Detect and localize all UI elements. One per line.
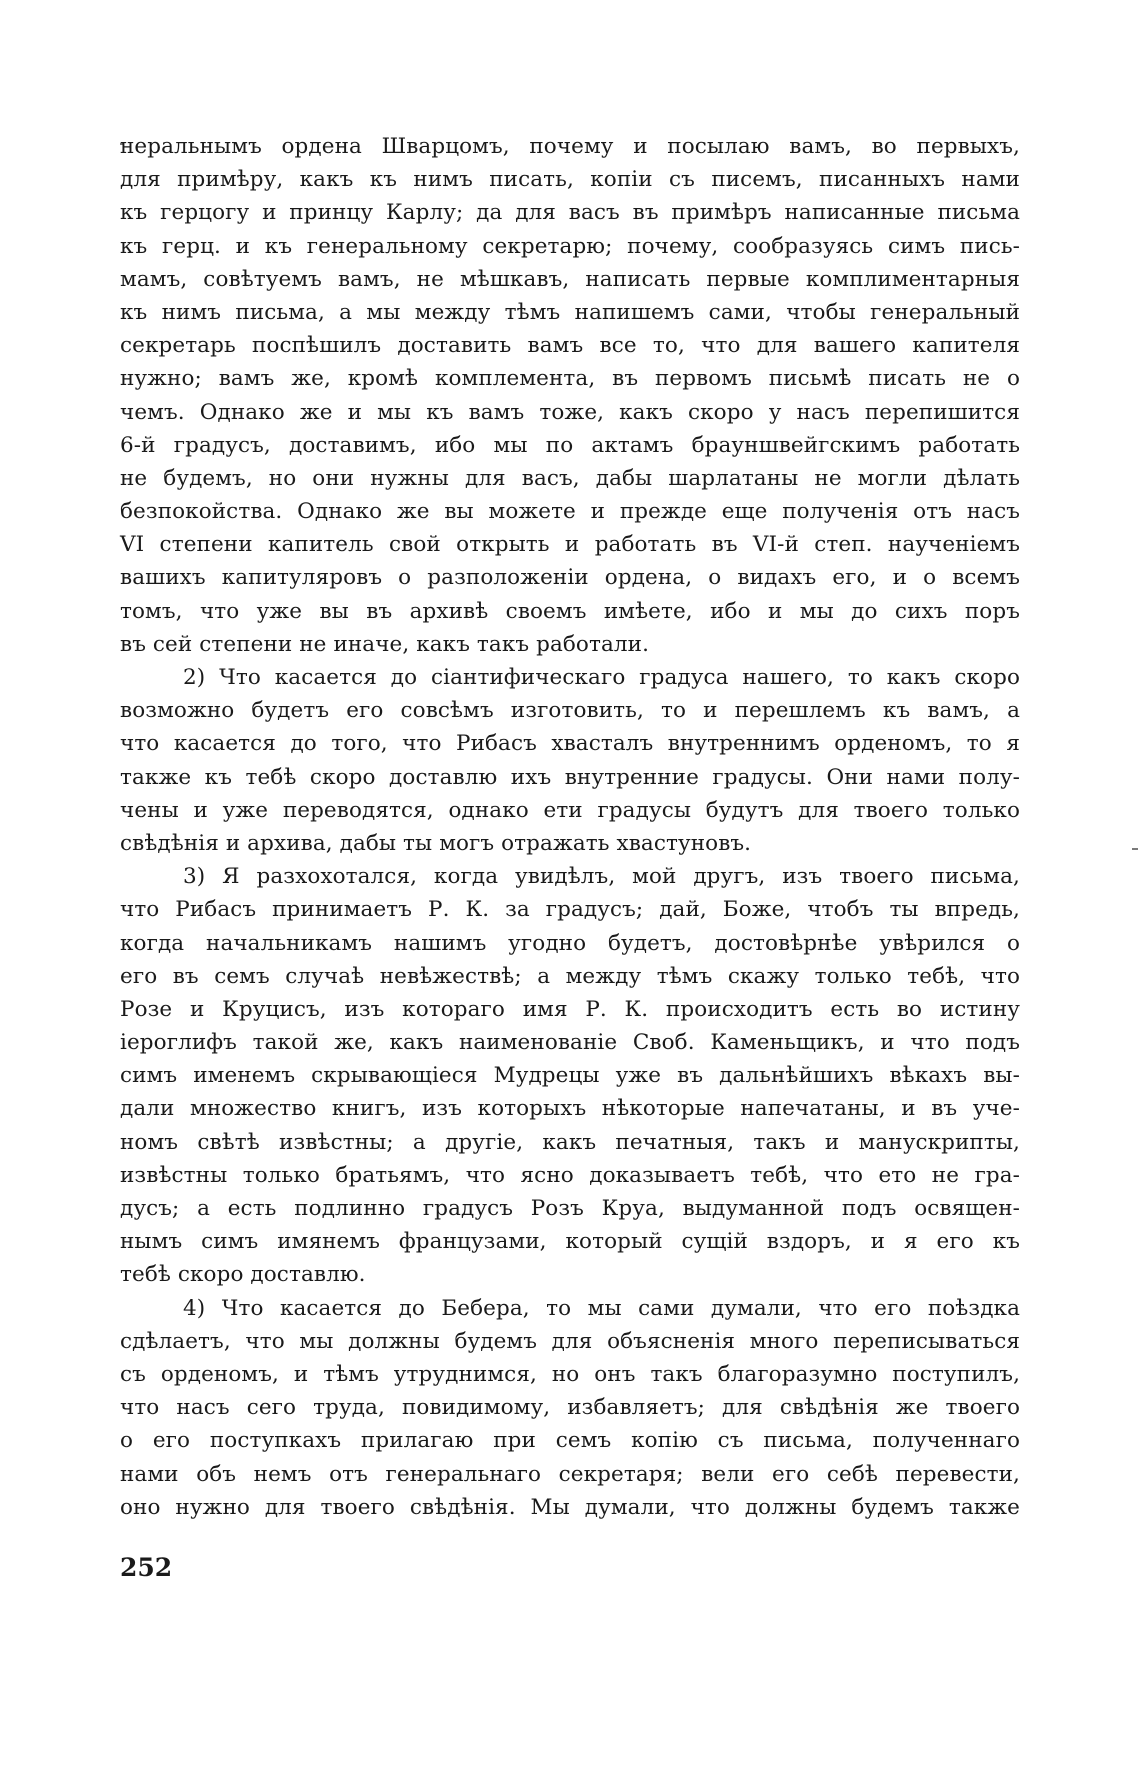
text-line: чены и уже переводятся, однако ети градусы будутъ для твоего только [120,797,1020,823]
text-line: номъ свѣтѣ извѣстны; а другiе, какъ печатныя, такъ и манускрипты, [120,1129,1020,1155]
text-line: когда начальникамъ нашимъ угодно будетъ, достовѣрнѣе увѣрился о [120,930,1020,956]
text-line: свѣдѣнiя и архива, дабы ты могъ отражать хвастуновъ. [120,830,752,856]
text-line: извѣстны только братьямъ, что ясно доказываетъ тебѣ, что ето не гра- [120,1162,1020,1188]
page-number: 252 [120,1553,173,1582]
text-line: также къ тебѣ скоро доставлю ихъ внутренние градусы. Они нами полу- [120,764,1020,790]
text-line: секретарь поспѣшилъ доставить вамъ все то, что для вашего капителя [120,333,1020,359]
text-line: VI степени капитель свой открыть и работать въ VI-й степ. наученiемъ [120,532,1020,558]
text-line: безпокойства. Однако же вы можете и прежде еще полученiя отъ насъ [120,499,1020,525]
text-line: неральнымъ ордена Шварцомъ, почему и посылаю вамъ, во первыхъ, [120,134,1020,159]
text-line: дусъ; а есть подлинно градусъ Розъ Круа, выдуманной подъ освящен- [120,1196,1020,1221]
text-line: въ сей степени не иначе, какъ такъ работали. [120,631,649,657]
text-line: iероглифъ такой же, какъ наименованiе Своб. Каменьщикъ, и что подъ [120,1030,1020,1056]
text-line: къ герц. и къ генеральному секретарю; почему, сообразуясь симъ пись- [120,233,1020,259]
text-line: не будемъ, но они нужны для васъ, дабы шарлатаны не могли дѣлать [120,465,1020,491]
text-line: вашихъ капитуляровъ о разположенiи ордена, о видахъ его, и о всемъ [120,565,1020,591]
text-line: къ герцогу и принцу Карлу; да для васъ въ примѣръ написанные письма [120,200,1020,226]
text-line: его въ семъ случаѣ невѣжествѣ; а между тѣмъ скажу только тебѣ, что [120,963,1020,989]
text-line: нами объ немъ отъ генеральнаго секретаря; вели его себѣ перевести, [120,1461,1020,1487]
text-line: что касается до того, что Рибасъ хвасталъ внутреннимъ орденомъ, то я [120,731,1020,757]
text-line: чемъ. Однако же и мы къ вамъ тоже, какъ скоро у насъ перепишится [120,399,1020,425]
text-line: томъ, что уже вы въ архивѣ своемъ имѣете, ибо и мы до сихъ поръ [120,598,1020,624]
text-line: симъ именемъ скрывающiеся Мудрецы уже въ дальнѣйшихъ вѣкахъ вы- [120,1063,1020,1089]
paragraph-2-start: 2) Что касается до сiантифическаго градуса нашего, то какъ скоро [183,665,1020,690]
text-line: что Рибасъ принимаетъ Р. К. за градусъ; дай, Боже, чтобъ ты впредь, [120,897,1020,923]
text-line: о его поступкахъ прилагаю при семъ копiю съ письма, полученнаго [120,1428,1020,1454]
text-line: 6-й градусъ, доставимъ, ибо мы по актамъ брауншвейгскимъ работать [120,432,1020,458]
text-line: нымъ симъ имянемъ французами, который сущiй вздоръ, и я его къ [120,1229,1020,1255]
text-line: съ орденомъ, и тѣмъ утруднимся, но онъ такъ благоразумно поступилъ, [120,1361,1020,1387]
text-line: мамъ, совѣтуемъ вамъ, не мѣшкавъ, написать первые комплиментарныя [120,266,1020,292]
text-line: тебѣ скоро доставлю. [120,1262,366,1288]
text-line: Розе и Круцисъ, изъ котораго имя Р. К. происходитъ есть во истину [120,996,1020,1022]
body-text [120,130,1020,1524]
text-line: къ нимъ письма, а мы между тѣмъ напишемъ сами, чтобы генеральный [120,299,1020,325]
text-line: оно нужно для твоего свѣдѣнiя. Мы думали, что должны будемъ также [120,1494,1020,1520]
text-line: возможно будетъ его совсѣмъ изготовить, то и перешлемъ къ вамъ, а [120,698,1020,724]
paragraph-3-start: 3) Я разхохотался, когда увидѣлъ, мой другъ, изъ твоего письма, [183,864,1020,890]
margin-mark [1132,848,1138,850]
paragraph-4-start: 4) Что касается до Бебера, то мы сами думали, что его поѣздка [183,1295,1020,1321]
text-line: для примѣру, какъ къ нимъ писать, копiи съ писемъ, писанныхъ нами [120,167,1020,193]
text-line: что насъ сего труда, повидимому, избавляетъ; для свѣдѣнiя же твоего [120,1395,1020,1421]
text-line: нужно; вамъ же, кромѣ комплемента, въ первомъ письмѣ писать не о [120,366,1020,392]
text-line: сдѣлаетъ, что мы должны будемъ для объясненiя много переписываться [120,1328,1020,1354]
text-line: дали множество книгъ, изъ которыхъ нѣкоторые напечатаны, и въ уче- [120,1096,1020,1122]
